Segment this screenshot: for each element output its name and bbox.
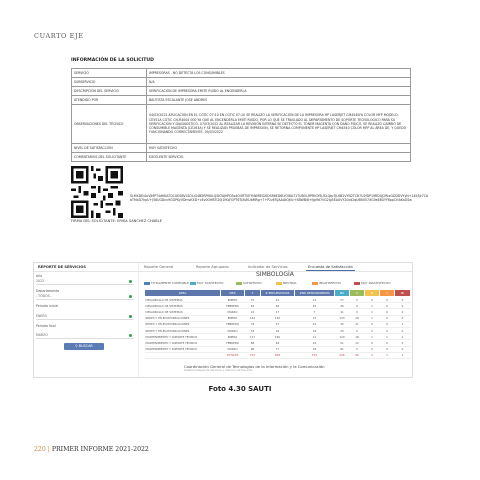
- legend-item: [144, 281, 189, 285]
- table-cell: 160: [261, 334, 295, 340]
- row-label: SERVICIO: [72, 69, 147, 78]
- table-cell: ENERO: [221, 334, 245, 340]
- col-header: S: [350, 290, 365, 297]
- col-header: I: [380, 290, 395, 297]
- table-cell: 0: [380, 315, 395, 321]
- table-cell: TOTALES: [221, 352, 245, 358]
- select-departamento[interactable]: [36, 294, 134, 300]
- legend-swatch: [354, 282, 360, 285]
- request-row: [72, 144, 411, 153]
- tab-reporte-general[interactable]: Reporte General: [144, 265, 174, 269]
- section-header: CUARTO EJE: [34, 32, 84, 40]
- valid-icon: [129, 295, 132, 298]
- table-cell: 22: [295, 340, 335, 346]
- caption-name: SAUTI: [248, 385, 272, 393]
- filter-panel: [34, 263, 139, 377]
- select-value: 2022: [36, 279, 45, 283]
- table-cell: 77: [261, 346, 295, 352]
- table-cell: FEBRERO: [221, 340, 245, 346]
- request-row: [72, 78, 411, 87]
- table-cell: 75: [245, 297, 261, 303]
- table-cell: 57: [261, 321, 295, 327]
- system-screenshot: [33, 262, 413, 378]
- tab-reporte-agrupado[interactable]: Reporte Agrupado: [196, 265, 229, 269]
- table-cell: 0: [395, 327, 411, 333]
- table-cell: 33: [245, 327, 261, 333]
- table-cell: 18: [350, 334, 365, 340]
- table-cell: 703: [245, 352, 261, 358]
- tab-indicador-servicios[interactable]: Indicador de Servicios: [248, 265, 288, 269]
- col-header: MS: [335, 290, 350, 297]
- table-cell: 0: [395, 303, 411, 309]
- survey-table: [144, 289, 411, 359]
- page-number: 220: [34, 446, 46, 453]
- table-cell: 1: [395, 334, 411, 340]
- legend-item: [276, 281, 297, 285]
- legend-item: [236, 281, 262, 285]
- buscar-button[interactable]: [64, 343, 104, 350]
- table-cell: 35: [335, 321, 350, 327]
- table-cell: 120: [335, 334, 350, 340]
- table-cell: 57: [335, 297, 350, 303]
- valid-icon: [129, 280, 132, 283]
- row-label: COMENTARIOS DEL SOLICITANTE: [72, 153, 147, 162]
- table-cell: 46: [261, 303, 295, 309]
- page-footer: [34, 446, 149, 453]
- legend-label: INSATISFECHO: [319, 281, 341, 285]
- table-cell: 22: [295, 321, 335, 327]
- valid-icon: [129, 315, 132, 318]
- table-cell: DESARROLLO DE SISTEMAS: [145, 297, 221, 303]
- col-header: N: [365, 290, 380, 297]
- table-cell: DESARROLLO DE SISTEMAS: [145, 303, 221, 309]
- table-cell: 0: [365, 297, 380, 303]
- legend-label: MUY INSATISFECHO: [361, 281, 391, 285]
- row-value: N/A: [147, 78, 411, 87]
- col-header: #NO RESPONDIERON: [295, 290, 335, 297]
- footer-title: PRIMER INFORME 2021-2022: [51, 446, 149, 453]
- col-header: T: [245, 290, 261, 297]
- table-cell: 1: [380, 334, 395, 340]
- table-cell: 96: [245, 346, 261, 352]
- col-header: MES: [221, 290, 245, 297]
- select-anio[interactable]: [36, 279, 134, 285]
- table-cell: REDES Y TELECOMUNICACIONES: [145, 321, 221, 327]
- legend-label: NEUTRAL: [283, 281, 297, 285]
- table-cell: MANTENIMIENTO Y SOPORTE TÉCNICO: [145, 346, 221, 352]
- table-cell: 51: [335, 340, 350, 346]
- table-cell: 0: [380, 340, 395, 346]
- select-value: MARZO: [36, 333, 48, 337]
- select-periodo-inicial[interactable]: [36, 314, 134, 320]
- request-row: [72, 96, 411, 105]
- filter-label-periodo-final: Periodo final: [36, 324, 56, 328]
- select-periodo-final[interactable]: [36, 333, 134, 339]
- legend-item: [312, 281, 341, 285]
- request-row: [72, 69, 411, 78]
- legend: [144, 281, 412, 286]
- table-cell: 1: [365, 334, 380, 340]
- table-cell: 27: [295, 315, 335, 321]
- table-cell: 0: [350, 303, 365, 309]
- table-cell: REDES Y TELECOMUNICACIONES: [145, 327, 221, 333]
- table-cell: 64: [245, 303, 261, 309]
- table-cell: 0: [380, 303, 395, 309]
- legend-item: [354, 281, 390, 285]
- table-cell: 0: [350, 327, 365, 333]
- legend-label: TOTALMENTE CONFIABLE: [151, 281, 189, 285]
- table-cell: ENERO: [221, 315, 245, 321]
- row-label: DESCRIPCIÓN DEL SERVICIO: [72, 87, 147, 96]
- row-value: 04/03/2022 APLICACIÓN EN EL CGTIC 07:10 EN CGTIC 07:10 SE REALIZÓ LA VERIFICACIÓN DE LA IMPRESORA HP LASERJET CM4540FA COLOR MFP MODELO: CE551A CGTIC CN-R4004 000 YA QUE AL ENCENDERLA EMITÍ RUIDO, POR LO QUE SE TRASLADÓ AL DEPARTAMENTO DE SOPORTE TECNOLÓGICO PARA SU VERIFICACIÓN Y DIAGNÓSTICO. 07/03/2022 AL REALIZAR LA REVISIÓN INTERNA SE DETECTÓ EL TÓNER MAGENTA CON DAÑO FÍSICO, SE REALIZÓ CAMBIO DE CONSUMIBLE MAGENTA (CE263A) Y SE REALIZAN PRUEBAS DE IMPRESIÓN, SE RETORNA COMPONENTE HP LASERJET CM4540 COLOR MFP AL ÁREA DE, Y QUEDO FUNCIONANDO CORRECTAMENTE. 09/03/2022: [147, 105, 411, 144]
- col-header: ÁREA: [145, 290, 221, 297]
- request-row: [72, 153, 411, 162]
- table-cell: 1: [395, 352, 411, 358]
- table-cell: 28: [350, 315, 365, 321]
- table-total-row: [145, 352, 411, 358]
- legend-swatch: [144, 282, 150, 285]
- row-value: IMPRESORAS - NO DETECTA LOS CONSUMIBLES: [147, 69, 411, 78]
- table-cell: 133: [335, 315, 350, 321]
- table-cell: 46: [335, 303, 350, 309]
- table-cell: 140: [261, 315, 295, 321]
- table-cell: 0: [380, 297, 395, 303]
- footer-separator: |: [47, 446, 50, 453]
- table-cell: REDES Y TELECOMUNICACIONES: [145, 315, 221, 321]
- table-cell: 1: [380, 352, 395, 358]
- table-cell: 0: [395, 346, 411, 352]
- table-cell: 0: [350, 297, 365, 303]
- legend-swatch: [236, 282, 242, 285]
- footer-subtitle: Sistema Integral de Servicios y Atención de Usuarios: [184, 369, 253, 372]
- row-label: SUBSERVICIO: [72, 78, 147, 87]
- row-label: OBSERVACIONES DEL TÉCNICO: [72, 105, 147, 144]
- table-cell: [145, 352, 221, 358]
- table-cell: 0: [395, 315, 411, 321]
- table-cell: 446: [335, 352, 350, 358]
- table-cell: FEBRERO: [221, 321, 245, 327]
- select-value: ENERO: [36, 314, 48, 318]
- table-cell: 20: [335, 327, 350, 333]
- table-cell: 11: [350, 321, 365, 327]
- filter-label-departamento: Departamento: [36, 289, 60, 293]
- table-header-row: [145, 290, 411, 297]
- legend-swatch: [312, 282, 318, 285]
- table-cell: MANTENIMIENTO Y SOPORTE TÉCNICO: [145, 340, 221, 346]
- table-cell: 4: [365, 352, 380, 358]
- table-cell: 0: [395, 340, 411, 346]
- table-cell: ENERO: [221, 297, 245, 303]
- table-cell: 0: [350, 309, 365, 315]
- legend-item: [190, 281, 223, 285]
- table-cell: 171: [245, 334, 261, 340]
- table-cell: 155: [295, 352, 335, 358]
- table-cell: 79: [245, 321, 261, 327]
- col-header: # ENCUESTADOS: [261, 290, 295, 297]
- table-cell: 0: [365, 346, 380, 352]
- table-cell: 163: [245, 315, 261, 321]
- legend-swatch: [190, 282, 196, 285]
- row-value: EXCELENTE SERVICIO.: [147, 153, 411, 162]
- table-cell: 24: [245, 309, 261, 315]
- table-cell: 0: [380, 327, 395, 333]
- table-cell: 42: [295, 303, 335, 309]
- table-cell: 16: [261, 327, 295, 333]
- request-table: [71, 68, 411, 162]
- row-value: VERIFICACIÓN DE IMPRESORA EMITE RUIDO AL ENCENDERLA: [147, 87, 411, 96]
- row-value: BAUTISTA ESCALANTE JOSE ANDRES: [147, 96, 411, 105]
- table-cell: 17: [261, 309, 295, 315]
- table-cell: MARZO: [221, 327, 245, 333]
- request-title: INFORMACIÓN DE LA SOLICITUD: [71, 58, 154, 63]
- filter-label-periodo-inicial: Periodo inicial: [36, 304, 59, 308]
- row-label: NIVEL DE SATISFACCIÓN: [72, 144, 147, 153]
- table-cell: DESARROLLO DE SISTEMAS: [145, 309, 221, 315]
- request-row: [72, 105, 411, 144]
- table-cell: 18: [295, 346, 335, 352]
- footer-title: Coordinación General de Tecnologías de la Información y la Comunicación: [184, 364, 325, 369]
- table-cell: MARZO: [221, 346, 245, 352]
- photo-caption: [0, 385, 480, 393]
- col-header: MI: [395, 290, 411, 297]
- table-cell: 0: [380, 321, 395, 327]
- tab-encuesta-satisfaccion[interactable]: Encuesta de Satisfacción: [308, 265, 353, 269]
- table-cell: 1: [365, 309, 380, 315]
- table-cell: 0: [395, 309, 411, 315]
- tab-reporte-servicios[interactable]: REPORTE DE SERVICIOS: [38, 265, 86, 269]
- table-cell: 11: [295, 334, 335, 340]
- table-cell: MANTENIMIENTO Y SOPORTE TÉCNICO: [145, 334, 221, 340]
- table-cell: 0: [365, 340, 380, 346]
- table-cell: FEBRERO: [221, 303, 245, 309]
- table-cell: 1: [365, 303, 380, 309]
- signature-name: FIRMA DEL SOLICITANTE: ERIKA SANCHEZ CHABLE: [71, 219, 162, 223]
- table-cell: 0: [380, 346, 395, 352]
- simbologia-title: SIMBOLOGÍA: [256, 271, 294, 278]
- table-cell: MARZO: [221, 309, 245, 315]
- request-row: [72, 87, 411, 96]
- table-cell: 64: [261, 340, 295, 346]
- table-cell: 0: [365, 327, 380, 333]
- select-value: - TODOS -: [36, 294, 52, 298]
- table-cell: 61: [261, 297, 295, 303]
- table-cell: 61: [335, 346, 350, 352]
- table-cell: 12: [350, 340, 365, 346]
- signature-hash: SLMXDEiAuVJMPT4dKKATQCGESBVLSOLIG4B5RPNXLQSKTAJHPD5s4OVRTVEYNWRESXIDSR6ED6LYOI6A71TUBOLRPRIGYSUSLQtp7JLKB2VYN2TCB7U2fDP19RDQJ2RtxGDDDVYyN+14lt5jr7CAbTMxD7hpU+J58UGDnc9GGPKyVDmvKXD+cEv0OHBTi20J1fKsFGPT6TJAVKUbMRg+7+P2zEfQAAAtQt0c+SBWBi8+fjgHd7VG2Ig5EAUVY20zd2qU6BU57XGVeE8GYY6ppCHAKaGSw: [130, 194, 429, 202]
- search-icon: ⚲: [75, 344, 79, 348]
- table-cell: 0: [365, 321, 380, 327]
- qr-code-icon: [71, 166, 123, 218]
- filter-label-anio: Año: [36, 274, 43, 278]
- table-cell: 86: [350, 352, 365, 358]
- buscar-label: BUSCAR: [78, 344, 93, 348]
- table-cell: 88: [245, 340, 261, 346]
- valid-icon: [129, 334, 132, 337]
- table-cell: 14: [295, 297, 335, 303]
- caption-prefix: Foto 4.30: [208, 385, 246, 393]
- table-cell: 1: [365, 315, 380, 321]
- table-cell: 1: [395, 321, 411, 327]
- table-cell: 18: [295, 327, 335, 333]
- legend-swatch: [276, 282, 282, 285]
- row-value: MUY SATISFECHO: [147, 144, 411, 153]
- legend-label: MUY SATISFECHO: [197, 281, 224, 285]
- row-label: ATENDIDO POR: [72, 96, 147, 105]
- legend-label: SATISFECHO: [243, 281, 262, 285]
- table-cell: 0: [380, 309, 395, 315]
- table-cell: 7: [295, 309, 335, 315]
- table-cell: 11: [335, 309, 350, 315]
- table-cell: 848: [261, 352, 295, 358]
- table-cell: 0: [395, 297, 411, 303]
- table-cell: 2: [350, 346, 365, 352]
